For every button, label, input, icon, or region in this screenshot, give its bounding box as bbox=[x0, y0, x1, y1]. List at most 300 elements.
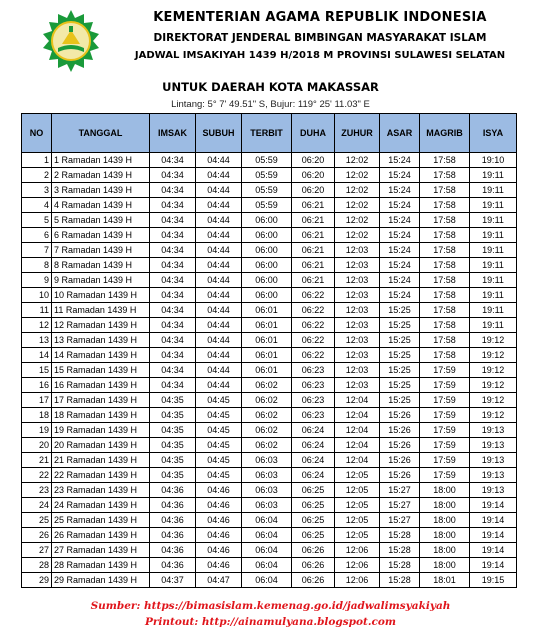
cell-isya: 19:11 bbox=[470, 168, 517, 183]
cell-imsak: 04:34 bbox=[150, 288, 196, 303]
cell-imsak: 04:34 bbox=[150, 378, 196, 393]
cell-tanggal: 15 Ramadan 1439 H bbox=[52, 363, 150, 378]
cell-zuhur: 12:02 bbox=[335, 228, 380, 243]
cell-no: 1 bbox=[22, 153, 52, 168]
table-row bbox=[22, 528, 517, 543]
cell-imsak: 04:36 bbox=[150, 528, 196, 543]
table-row bbox=[22, 573, 517, 588]
cell-duha: 06:24 bbox=[292, 438, 335, 453]
table-row bbox=[22, 288, 517, 303]
cell-terbit: 06:02 bbox=[242, 408, 292, 423]
cell-magrib: 17:58 bbox=[420, 273, 470, 288]
cell-isya: 19:11 bbox=[470, 303, 517, 318]
table-row bbox=[22, 393, 517, 408]
cell-asar: 15:24 bbox=[380, 288, 420, 303]
col-header-no: NO bbox=[22, 114, 52, 153]
cell-terbit: 06:04 bbox=[242, 558, 292, 573]
cell-isya: 19:11 bbox=[470, 198, 517, 213]
cell-tanggal: 14 Ramadan 1439 H bbox=[52, 348, 150, 363]
cell-isya: 19:11 bbox=[470, 318, 517, 333]
cell-no: 16 bbox=[22, 378, 52, 393]
cell-magrib: 17:59 bbox=[420, 423, 470, 438]
cell-asar: 15:27 bbox=[380, 513, 420, 528]
cell-duha: 06:23 bbox=[292, 408, 335, 423]
cell-tanggal: 19 Ramadan 1439 H bbox=[52, 423, 150, 438]
table-row bbox=[22, 243, 517, 258]
cell-subuh: 04:44 bbox=[196, 243, 242, 258]
cell-subuh: 04:47 bbox=[196, 573, 242, 588]
cell-no: 11 bbox=[22, 303, 52, 318]
cell-subuh: 04:45 bbox=[196, 438, 242, 453]
cell-imsak: 04:34 bbox=[150, 183, 196, 198]
cell-subuh: 04:44 bbox=[196, 153, 242, 168]
cell-isya: 19:14 bbox=[470, 558, 517, 573]
table-row bbox=[22, 438, 517, 453]
cell-magrib: 17:58 bbox=[420, 183, 470, 198]
cell-no: 6 bbox=[22, 228, 52, 243]
cell-imsak: 04:35 bbox=[150, 453, 196, 468]
cell-isya: 19:11 bbox=[470, 213, 517, 228]
cell-subuh: 04:46 bbox=[196, 498, 242, 513]
region-title: UNTUK DAERAH KOTA MAKASSAR bbox=[162, 80, 379, 94]
cell-asar: 15:25 bbox=[380, 378, 420, 393]
cell-asar: 15:24 bbox=[380, 183, 420, 198]
cell-isya: 19:10 bbox=[470, 153, 517, 168]
cell-no: 15 bbox=[22, 363, 52, 378]
cell-terbit: 05:59 bbox=[242, 153, 292, 168]
cell-duha: 06:22 bbox=[292, 303, 335, 318]
cell-no: 18 bbox=[22, 408, 52, 423]
cell-tanggal: 2 Ramadan 1439 H bbox=[52, 168, 150, 183]
cell-no: 7 bbox=[22, 243, 52, 258]
cell-tanggal: 24 Ramadan 1439 H bbox=[52, 498, 150, 513]
cell-duha: 06:25 bbox=[292, 483, 335, 498]
table-row bbox=[22, 258, 517, 273]
cell-magrib: 17:59 bbox=[420, 378, 470, 393]
cell-no: 22 bbox=[22, 468, 52, 483]
table-row bbox=[22, 333, 517, 348]
cell-terbit: 06:03 bbox=[242, 468, 292, 483]
col-header-isya: ISYA bbox=[470, 114, 517, 153]
cell-zuhur: 12:03 bbox=[335, 333, 380, 348]
cell-subuh: 04:46 bbox=[196, 483, 242, 498]
cell-isya: 19:13 bbox=[470, 423, 517, 438]
cell-isya: 19:13 bbox=[470, 468, 517, 483]
cell-asar: 15:27 bbox=[380, 483, 420, 498]
cell-duha: 06:24 bbox=[292, 453, 335, 468]
table-row bbox=[22, 423, 517, 438]
cell-imsak: 04:36 bbox=[150, 483, 196, 498]
cell-isya: 19:12 bbox=[470, 378, 517, 393]
cell-zuhur: 12:05 bbox=[335, 483, 380, 498]
cell-asar: 15:25 bbox=[380, 363, 420, 378]
cell-duha: 06:22 bbox=[292, 318, 335, 333]
cell-magrib: 17:58 bbox=[420, 348, 470, 363]
cell-terbit: 06:02 bbox=[242, 438, 292, 453]
cell-terbit: 06:00 bbox=[242, 228, 292, 243]
cell-tanggal: 7 Ramadan 1439 H bbox=[52, 243, 150, 258]
cell-no: 27 bbox=[22, 543, 52, 558]
cell-terbit: 06:02 bbox=[242, 423, 292, 438]
cell-terbit: 06:02 bbox=[242, 393, 292, 408]
cell-isya: 19:12 bbox=[470, 393, 517, 408]
cell-no: 3 bbox=[22, 183, 52, 198]
cell-tanggal: 3 Ramadan 1439 H bbox=[52, 183, 150, 198]
table-header-row bbox=[22, 114, 517, 153]
cell-imsak: 04:35 bbox=[150, 393, 196, 408]
cell-asar: 15:25 bbox=[380, 393, 420, 408]
cell-asar: 15:24 bbox=[380, 198, 420, 213]
cell-duha: 06:26 bbox=[292, 573, 335, 588]
cell-imsak: 04:36 bbox=[150, 558, 196, 573]
col-header-imsak: IMSAK bbox=[150, 114, 196, 153]
cell-subuh: 04:44 bbox=[196, 303, 242, 318]
col-header-subuh: SUBUH bbox=[196, 114, 242, 153]
cell-duha: 06:22 bbox=[292, 333, 335, 348]
cell-no: 17 bbox=[22, 393, 52, 408]
cell-zuhur: 12:04 bbox=[335, 453, 380, 468]
cell-tanggal: 17 Ramadan 1439 H bbox=[52, 393, 150, 408]
cell-zuhur: 12:04 bbox=[335, 438, 380, 453]
cell-imsak: 04:34 bbox=[150, 228, 196, 243]
cell-asar: 15:28 bbox=[380, 573, 420, 588]
cell-no: 2 bbox=[22, 168, 52, 183]
cell-zuhur: 12:05 bbox=[335, 513, 380, 528]
cell-subuh: 04:44 bbox=[196, 273, 242, 288]
cell-zuhur: 12:04 bbox=[335, 423, 380, 438]
coordinates: Lintang: 5° 7' 49.51" S, Bujur: 119° 25' 11.03" E bbox=[171, 99, 370, 110]
cell-duha: 06:20 bbox=[292, 153, 335, 168]
cell-magrib: 17:58 bbox=[420, 288, 470, 303]
cell-magrib: 17:58 bbox=[420, 333, 470, 348]
cell-asar: 15:24 bbox=[380, 153, 420, 168]
cell-terbit: 05:59 bbox=[242, 168, 292, 183]
cell-duha: 06:26 bbox=[292, 543, 335, 558]
cell-tanggal: 8 Ramadan 1439 H bbox=[52, 258, 150, 273]
cell-magrib: 18:00 bbox=[420, 483, 470, 498]
cell-no: 5 bbox=[22, 213, 52, 228]
cell-duha: 06:21 bbox=[292, 243, 335, 258]
cell-duha: 06:25 bbox=[292, 498, 335, 513]
cell-tanggal: 1 Ramadan 1439 H bbox=[52, 153, 150, 168]
cell-magrib: 17:58 bbox=[420, 198, 470, 213]
cell-zuhur: 12:06 bbox=[335, 558, 380, 573]
cell-tanggal: 10 Ramadan 1439 H bbox=[52, 288, 150, 303]
table-row bbox=[22, 213, 517, 228]
cell-isya: 19:13 bbox=[470, 483, 517, 498]
cell-tanggal: 26 Ramadan 1439 H bbox=[52, 528, 150, 543]
cell-isya: 19:11 bbox=[470, 273, 517, 288]
cell-asar: 15:24 bbox=[380, 168, 420, 183]
table-row bbox=[22, 228, 517, 243]
cell-subuh: 04:44 bbox=[196, 333, 242, 348]
cell-terbit: 06:04 bbox=[242, 528, 292, 543]
cell-asar: 15:25 bbox=[380, 333, 420, 348]
table-row bbox=[22, 303, 517, 318]
cell-zuhur: 12:03 bbox=[335, 258, 380, 273]
cell-asar: 15:28 bbox=[380, 543, 420, 558]
cell-tanggal: 20 Ramadan 1439 H bbox=[52, 438, 150, 453]
cell-isya: 19:14 bbox=[470, 528, 517, 543]
cell-isya: 19:15 bbox=[470, 573, 517, 588]
cell-no: 24 bbox=[22, 498, 52, 513]
cell-subuh: 04:45 bbox=[196, 393, 242, 408]
cell-asar: 15:24 bbox=[380, 243, 420, 258]
imsakiyah-table bbox=[21, 113, 517, 588]
cell-asar: 15:27 bbox=[380, 498, 420, 513]
cell-asar: 15:26 bbox=[380, 423, 420, 438]
schedule-title: JADWAL IMSAKIYAH 1439 H/2018 M PROVINSI SULAWESI SELATAN bbox=[134, 50, 506, 61]
table-row bbox=[22, 198, 517, 213]
cell-subuh: 04:45 bbox=[196, 423, 242, 438]
cell-subuh: 04:45 bbox=[196, 408, 242, 423]
cell-tanggal: 12 Ramadan 1439 H bbox=[52, 318, 150, 333]
cell-terbit: 06:00 bbox=[242, 213, 292, 228]
cell-terbit: 06:00 bbox=[242, 258, 292, 273]
cell-zuhur: 12:03 bbox=[335, 288, 380, 303]
cell-imsak: 04:34 bbox=[150, 168, 196, 183]
cell-isya: 19:14 bbox=[470, 513, 517, 528]
cell-subuh: 04:44 bbox=[196, 288, 242, 303]
cell-no: 21 bbox=[22, 453, 52, 468]
cell-subuh: 04:46 bbox=[196, 543, 242, 558]
cell-zuhur: 12:03 bbox=[335, 303, 380, 318]
cell-terbit: 06:01 bbox=[242, 303, 292, 318]
cell-subuh: 04:44 bbox=[196, 198, 242, 213]
cell-imsak: 04:34 bbox=[150, 348, 196, 363]
cell-isya: 19:13 bbox=[470, 453, 517, 468]
cell-no: 14 bbox=[22, 348, 52, 363]
cell-subuh: 04:44 bbox=[196, 168, 242, 183]
cell-imsak: 04:34 bbox=[150, 273, 196, 288]
cell-tanggal: 29 Ramadan 1439 H bbox=[52, 573, 150, 588]
table-row bbox=[22, 273, 517, 288]
cell-terbit: 05:59 bbox=[242, 198, 292, 213]
cell-zuhur: 12:03 bbox=[335, 378, 380, 393]
cell-terbit: 06:04 bbox=[242, 543, 292, 558]
cell-terbit: 06:01 bbox=[242, 363, 292, 378]
cell-asar: 15:25 bbox=[380, 348, 420, 363]
table-row bbox=[22, 498, 517, 513]
cell-imsak: 04:35 bbox=[150, 468, 196, 483]
cell-duha: 06:21 bbox=[292, 228, 335, 243]
cell-asar: 15:25 bbox=[380, 318, 420, 333]
cell-subuh: 04:44 bbox=[196, 213, 242, 228]
cell-magrib: 17:59 bbox=[420, 453, 470, 468]
cell-isya: 19:11 bbox=[470, 258, 517, 273]
cell-no: 4 bbox=[22, 198, 52, 213]
table-row bbox=[22, 408, 517, 423]
cell-duha: 06:21 bbox=[292, 273, 335, 288]
table-row bbox=[22, 378, 517, 393]
cell-subuh: 04:46 bbox=[196, 558, 242, 573]
cell-terbit: 06:00 bbox=[242, 288, 292, 303]
cell-duha: 06:25 bbox=[292, 528, 335, 543]
cell-no: 25 bbox=[22, 513, 52, 528]
cell-no: 9 bbox=[22, 273, 52, 288]
cell-magrib: 18:00 bbox=[420, 528, 470, 543]
col-header-zuhur: ZUHUR bbox=[335, 114, 380, 153]
cell-asar: 15:26 bbox=[380, 408, 420, 423]
cell-duha: 06:22 bbox=[292, 348, 335, 363]
cell-duha: 06:25 bbox=[292, 513, 335, 528]
cell-no: 29 bbox=[22, 573, 52, 588]
table-row bbox=[22, 153, 517, 168]
cell-magrib: 17:58 bbox=[420, 243, 470, 258]
cell-magrib: 18:00 bbox=[420, 558, 470, 573]
cell-magrib: 17:59 bbox=[420, 363, 470, 378]
ministry-title: KEMENTERIAN AGAMA REPUBLIK INDONESIA bbox=[153, 10, 487, 25]
table-row bbox=[22, 558, 517, 573]
cell-imsak: 04:34 bbox=[150, 258, 196, 273]
cell-asar: 15:26 bbox=[380, 438, 420, 453]
cell-magrib: 18:00 bbox=[420, 498, 470, 513]
table-row bbox=[22, 363, 517, 378]
cell-zuhur: 12:03 bbox=[335, 243, 380, 258]
cell-imsak: 04:35 bbox=[150, 408, 196, 423]
cell-zuhur: 12:03 bbox=[335, 348, 380, 363]
cell-no: 10 bbox=[22, 288, 52, 303]
cell-duha: 06:23 bbox=[292, 378, 335, 393]
cell-terbit: 06:03 bbox=[242, 483, 292, 498]
cell-subuh: 04:44 bbox=[196, 228, 242, 243]
cell-magrib: 17:58 bbox=[420, 213, 470, 228]
cell-tanggal: 16 Ramadan 1439 H bbox=[52, 378, 150, 393]
cell-terbit: 06:01 bbox=[242, 333, 292, 348]
cell-subuh: 04:44 bbox=[196, 258, 242, 273]
cell-zuhur: 12:02 bbox=[335, 153, 380, 168]
cell-zuhur: 12:04 bbox=[335, 393, 380, 408]
cell-asar: 15:24 bbox=[380, 258, 420, 273]
cell-subuh: 04:44 bbox=[196, 318, 242, 333]
cell-asar: 15:26 bbox=[380, 468, 420, 483]
cell-imsak: 04:34 bbox=[150, 333, 196, 348]
cell-no: 19 bbox=[22, 423, 52, 438]
cell-imsak: 04:34 bbox=[150, 243, 196, 258]
cell-imsak: 04:36 bbox=[150, 543, 196, 558]
cell-terbit: 06:00 bbox=[242, 273, 292, 288]
cell-imsak: 04:36 bbox=[150, 498, 196, 513]
cell-terbit: 05:59 bbox=[242, 183, 292, 198]
cell-no: 23 bbox=[22, 483, 52, 498]
cell-subuh: 04:45 bbox=[196, 468, 242, 483]
table-row bbox=[22, 468, 517, 483]
col-header-terbit: TERBIT bbox=[242, 114, 292, 153]
cell-zuhur: 12:02 bbox=[335, 183, 380, 198]
cell-terbit: 06:03 bbox=[242, 453, 292, 468]
cell-magrib: 17:58 bbox=[420, 258, 470, 273]
table-row bbox=[22, 348, 517, 363]
cell-isya: 19:14 bbox=[470, 498, 517, 513]
printout-credit: Printout: http://ainamulyana.blogspot.com bbox=[144, 616, 397, 628]
cell-no: 26 bbox=[22, 528, 52, 543]
cell-tanggal: 4 Ramadan 1439 H bbox=[52, 198, 150, 213]
cell-magrib: 17:58 bbox=[420, 168, 470, 183]
cell-zuhur: 12:05 bbox=[335, 468, 380, 483]
cell-imsak: 04:34 bbox=[150, 198, 196, 213]
table-row bbox=[22, 168, 517, 183]
cell-imsak: 04:36 bbox=[150, 513, 196, 528]
cell-zuhur: 12:03 bbox=[335, 273, 380, 288]
cell-imsak: 04:34 bbox=[150, 303, 196, 318]
cell-magrib: 17:58 bbox=[420, 318, 470, 333]
cell-duha: 06:24 bbox=[292, 468, 335, 483]
cell-imsak: 04:34 bbox=[150, 363, 196, 378]
cell-imsak: 04:37 bbox=[150, 573, 196, 588]
cell-duha: 06:24 bbox=[292, 423, 335, 438]
cell-tanggal: 28 Ramadan 1439 H bbox=[52, 558, 150, 573]
cell-duha: 06:20 bbox=[292, 168, 335, 183]
cell-magrib: 18:00 bbox=[420, 543, 470, 558]
cell-duha: 06:23 bbox=[292, 393, 335, 408]
cell-asar: 15:28 bbox=[380, 528, 420, 543]
cell-magrib: 17:58 bbox=[420, 228, 470, 243]
table-row bbox=[22, 453, 517, 468]
cell-no: 20 bbox=[22, 438, 52, 453]
cell-isya: 19:12 bbox=[470, 363, 517, 378]
cell-magrib: 17:58 bbox=[420, 303, 470, 318]
cell-terbit: 06:04 bbox=[242, 573, 292, 588]
cell-no: 13 bbox=[22, 333, 52, 348]
cell-tanggal: 5 Ramadan 1439 H bbox=[52, 213, 150, 228]
cell-isya: 19:11 bbox=[470, 228, 517, 243]
cell-zuhur: 12:05 bbox=[335, 498, 380, 513]
cell-asar: 15:24 bbox=[380, 213, 420, 228]
cell-magrib: 17:59 bbox=[420, 468, 470, 483]
cell-terbit: 06:03 bbox=[242, 498, 292, 513]
cell-subuh: 04:44 bbox=[196, 378, 242, 393]
table-row bbox=[22, 543, 517, 558]
cell-tanggal: 6 Ramadan 1439 H bbox=[52, 228, 150, 243]
cell-magrib: 17:58 bbox=[420, 153, 470, 168]
cell-isya: 19:11 bbox=[470, 183, 517, 198]
cell-subuh: 04:46 bbox=[196, 513, 242, 528]
table-row bbox=[22, 513, 517, 528]
cell-no: 8 bbox=[22, 258, 52, 273]
cell-isya: 19:12 bbox=[470, 348, 517, 363]
cell-subuh: 04:44 bbox=[196, 183, 242, 198]
cell-subuh: 04:44 bbox=[196, 348, 242, 363]
cell-asar: 15:24 bbox=[380, 228, 420, 243]
cell-terbit: 06:01 bbox=[242, 318, 292, 333]
cell-isya: 19:11 bbox=[470, 288, 517, 303]
col-header-tanggal: TANGGAL bbox=[52, 114, 150, 153]
cell-terbit: 06:01 bbox=[242, 348, 292, 363]
cell-no: 12 bbox=[22, 318, 52, 333]
cell-asar: 15:28 bbox=[380, 558, 420, 573]
cell-zuhur: 12:02 bbox=[335, 168, 380, 183]
cell-tanggal: 27 Ramadan 1439 H bbox=[52, 543, 150, 558]
cell-zuhur: 12:04 bbox=[335, 408, 380, 423]
kemenag-logo bbox=[38, 8, 104, 74]
cell-tanggal: 22 Ramadan 1439 H bbox=[52, 468, 150, 483]
cell-duha: 06:26 bbox=[292, 558, 335, 573]
cell-imsak: 04:35 bbox=[150, 438, 196, 453]
cell-imsak: 04:34 bbox=[150, 318, 196, 333]
cell-imsak: 04:34 bbox=[150, 153, 196, 168]
cell-zuhur: 12:06 bbox=[335, 573, 380, 588]
cell-subuh: 04:46 bbox=[196, 528, 242, 543]
cell-asar: 15:24 bbox=[380, 273, 420, 288]
cell-zuhur: 12:06 bbox=[335, 543, 380, 558]
cell-magrib: 18:01 bbox=[420, 573, 470, 588]
cell-isya: 19:12 bbox=[470, 333, 517, 348]
cell-isya: 19:11 bbox=[470, 243, 517, 258]
cell-zuhur: 12:02 bbox=[335, 198, 380, 213]
cell-imsak: 04:35 bbox=[150, 423, 196, 438]
cell-terbit: 06:02 bbox=[242, 378, 292, 393]
table-row bbox=[22, 483, 517, 498]
